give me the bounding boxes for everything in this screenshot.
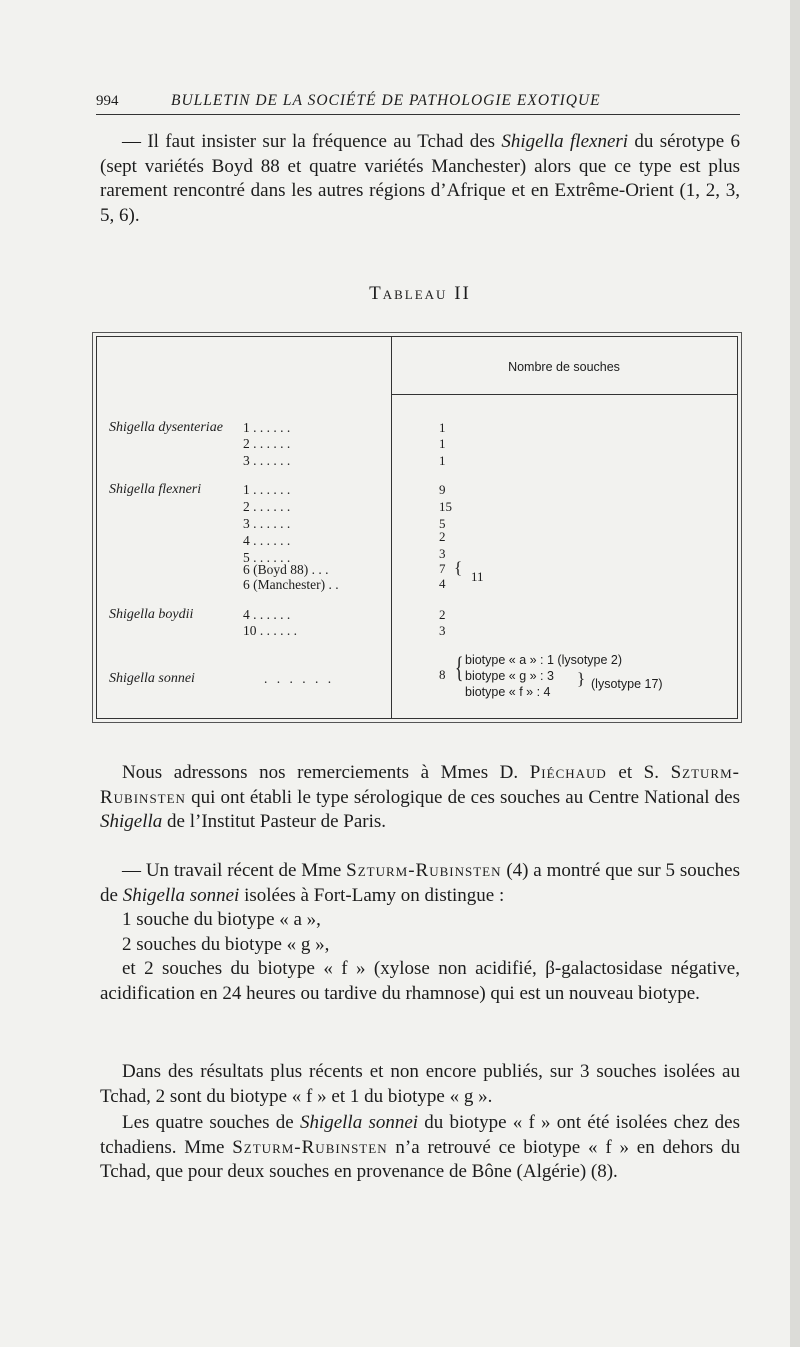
biotype-line: biotype « f » : 4 bbox=[465, 685, 551, 699]
count-cell: 4 bbox=[439, 576, 446, 591]
count-cell: 1 bbox=[439, 420, 446, 435]
table-row: 2 . . . . . . bbox=[243, 436, 291, 451]
serotype6-total: 11 bbox=[471, 569, 484, 584]
brace-icon: { bbox=[454, 558, 463, 577]
table-row: 4 . . . . . . bbox=[243, 533, 291, 548]
table-row: 2 . . . . . . bbox=[243, 499, 291, 514]
count-cell: 3 bbox=[439, 623, 446, 638]
count-cell: 7 bbox=[439, 561, 446, 576]
header-divider bbox=[391, 394, 737, 395]
intro-paragraph: — Il faut insister sur la fréquence au Tchad des Shigella flexneri du sérotype 6 (sept variétés Boyd 88 et quatre variétés Manchester) alors que ce type est plus rarement rencontré dans les autres régions d’Afrique et en Extrême-Orient (1, 2, 3, 5, 6). bbox=[100, 131, 740, 226]
species-dysenteriae: Shigella dysenteriae bbox=[109, 420, 223, 435]
list-item: 1 souche du biotype « a », bbox=[122, 909, 321, 930]
table-row: 5 . . . . . . bbox=[243, 550, 291, 565]
biotype-line: biotype « a » : 1 (lysotype 2) bbox=[465, 653, 623, 667]
species-name: Shigella flexneri bbox=[501, 131, 629, 152]
count-cell: 2 bbox=[439, 607, 446, 622]
acknowledgement-paragraph: Nous adressons nos remerciements à Mmes D. Piéchaud et S. Szturm-Rubinsten qui ont établi le type sérologique de ces souches au Centre National des Shigella de l’Institut Pasteur de Paris. bbox=[100, 762, 740, 832]
species-name: Shigella sonnei bbox=[299, 1112, 419, 1133]
list-item: 2 souches du biotype « g », bbox=[122, 933, 330, 955]
count-cell: 9 bbox=[439, 482, 446, 497]
count-cell: 5 bbox=[439, 516, 446, 531]
count-cell: 8 bbox=[439, 667, 446, 682]
table-row: 1 . . . . . . bbox=[243, 482, 291, 497]
count-cell: 1 bbox=[439, 436, 446, 451]
table-row: 6 (Manchester) . . bbox=[243, 577, 339, 592]
species-flexneri: Shigella flexneri bbox=[109, 482, 202, 497]
table-row: 6 (Boyd 88) . . . bbox=[243, 562, 329, 577]
column-header: Nombre de souches bbox=[508, 360, 620, 374]
author-name: Szturm-Rubinsten bbox=[346, 860, 502, 881]
count-cell: 3 bbox=[439, 546, 446, 561]
list-item: et 2 souches du biotype « f » (xylose non acidifié, β-galactosidase négative, acidification en 24 heures ou tardive du rhamnose) qui est un nouveau biotype. bbox=[100, 958, 740, 1004]
biotype-line: biotype « g » : 3 bbox=[465, 669, 554, 683]
species-sonnei: Shigella sonnei bbox=[109, 671, 195, 686]
brace-icon: { bbox=[454, 651, 464, 684]
table-row: 10 . . . . . . bbox=[243, 623, 297, 638]
final-paragraph: Les quatre souches de Shigella sonnei du biotype « f » ont été isolées chez des tchadiens. Mme Szturm-Rubinsten n’a retrouvé ce biotype « f » en dehors du Tchad, que pour deux souches en provenance de Bône (Algérie) (8). bbox=[100, 1112, 740, 1182]
author-name: Piéchaud bbox=[529, 762, 607, 783]
table-row: 4 . . . . . . bbox=[243, 607, 291, 622]
table-row: 3 . . . . . . bbox=[243, 516, 291, 531]
count-cell: 1 bbox=[439, 453, 446, 468]
species-name: Shigella bbox=[100, 811, 163, 832]
results-table bbox=[96, 336, 738, 719]
table-row: 3 . . . . . . bbox=[243, 453, 291, 468]
count-cell: 2 bbox=[439, 529, 446, 544]
author-name: Szturm-Rubinsten bbox=[232, 1136, 388, 1158]
species-boydii: Shigella boydii bbox=[109, 607, 194, 622]
page-edge bbox=[790, 0, 800, 1347]
recent-work-paragraph: — Un travail récent de Mme Szturm-Rubinsten (4) a montré que sur 5 souches de Shigella sonnei isolées à Fort-Lamy on distingue : 1 souche du biotype « a », 2 souches du biotype « g », et 2 souches du biotype « f » (xylose non acidifié, β-galactosidase négative, acidification en 24 heures ou tardive du rhamnose) qui est un nouveau biotype. bbox=[100, 859, 740, 1006]
table-title: Tableau II bbox=[369, 283, 471, 304]
count-cell: 15 bbox=[439, 499, 452, 514]
brace-icon: } bbox=[577, 669, 586, 688]
table-row: 1 . . . . . . bbox=[243, 420, 291, 435]
species-name: Shigella sonnei bbox=[122, 884, 240, 906]
journal-title: BULLETIN DE LA SOCIÉTÉ DE PATHOLOGIE EXOTIQUE bbox=[171, 92, 601, 109]
leader-dots: . . . . . . bbox=[264, 671, 335, 686]
page-number: 994 bbox=[96, 93, 119, 109]
lysotype-group: (lysotype 17) bbox=[591, 677, 663, 691]
results-paragraph: Dans des résultats plus récents et non encore publiés, sur 3 souches isolées au Tchad, 2 sont du biotype « f » et 1 du biotype « g ». bbox=[100, 1061, 740, 1107]
author-name: Szturm-Rubinsten bbox=[100, 762, 740, 808]
running-header bbox=[96, 88, 740, 115]
